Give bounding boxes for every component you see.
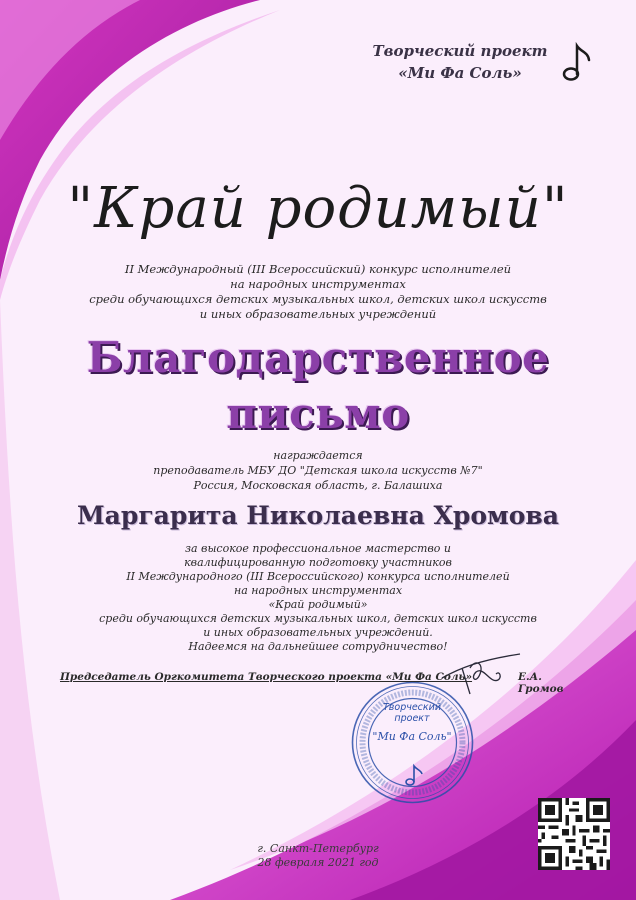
contest-line-3: среди обучающихся детских музыкальных школ, детских школ искусств — [89, 292, 547, 306]
contest-line-1: II Международный (III Всероссийский) конкурс исполнителей — [124, 262, 512, 276]
reason-text — [60, 542, 576, 654]
music-note-icon — [562, 40, 592, 82]
heading-line-1: Благодарственное — [86, 333, 550, 382]
award-line-3: Россия, Московская область, г. Балашиха — [193, 479, 443, 492]
reason-line-8: Надеемся на дальнейшее сотрудничество! — [188, 640, 448, 653]
reason-line-1: за высокое профессиональное мастерство и — [185, 542, 451, 555]
project-line-1: Творческий проект — [372, 42, 548, 60]
signer-name: Е.А. Громов — [518, 671, 564, 695]
reason-line-6: среди обучающихся детских музыкальных школ, детских школ искусств — [99, 612, 537, 625]
footer — [180, 842, 456, 870]
reason-line-2: квалифицированную подготовку участников — [184, 556, 452, 569]
reason-line-7: и иных образовательных учреждений. — [203, 626, 433, 639]
reason-line-4: на народных инструментах — [233, 584, 403, 597]
contest-line-2: на народных инструментах — [230, 277, 406, 291]
footer-date: 28 февраля 2021 год — [257, 856, 379, 869]
heading-line-2: письмо — [226, 389, 410, 438]
certificate-title: "Край родимый" — [67, 176, 569, 241]
letter-heading — [0, 330, 636, 442]
qr-code — [538, 798, 610, 870]
stamp-script: "Ми Фа Соль" — [372, 730, 452, 743]
contest-description — [40, 262, 596, 322]
chairman-title: Председатель Оргкомитета Творческого проекта «Ми Фа Соль» — [60, 671, 473, 683]
stamp-line-2: проект — [394, 713, 430, 724]
award-line-1: награждается — [273, 449, 363, 462]
footer-city: г. Санкт-Петербург — [257, 842, 379, 855]
project-line-2: «Ми Фа Соль» — [398, 64, 522, 82]
stamp-text — [362, 702, 462, 724]
contest-line-4: и иных образовательных учреждений — [199, 307, 437, 321]
project-label — [330, 40, 590, 84]
award-text — [60, 448, 576, 493]
award-line-2: преподаватель МБУ ДО "Детская школа искусств №7" — [153, 464, 483, 477]
reason-line-3: II Международного (III Всероссийского) конкурса исполнителей — [126, 570, 510, 583]
recipient-name: Маргарита Николаевна Хромова — [77, 501, 559, 530]
stamp-line-1: Творческий — [382, 702, 441, 713]
reason-line-5: «Край родимый» — [268, 598, 368, 611]
